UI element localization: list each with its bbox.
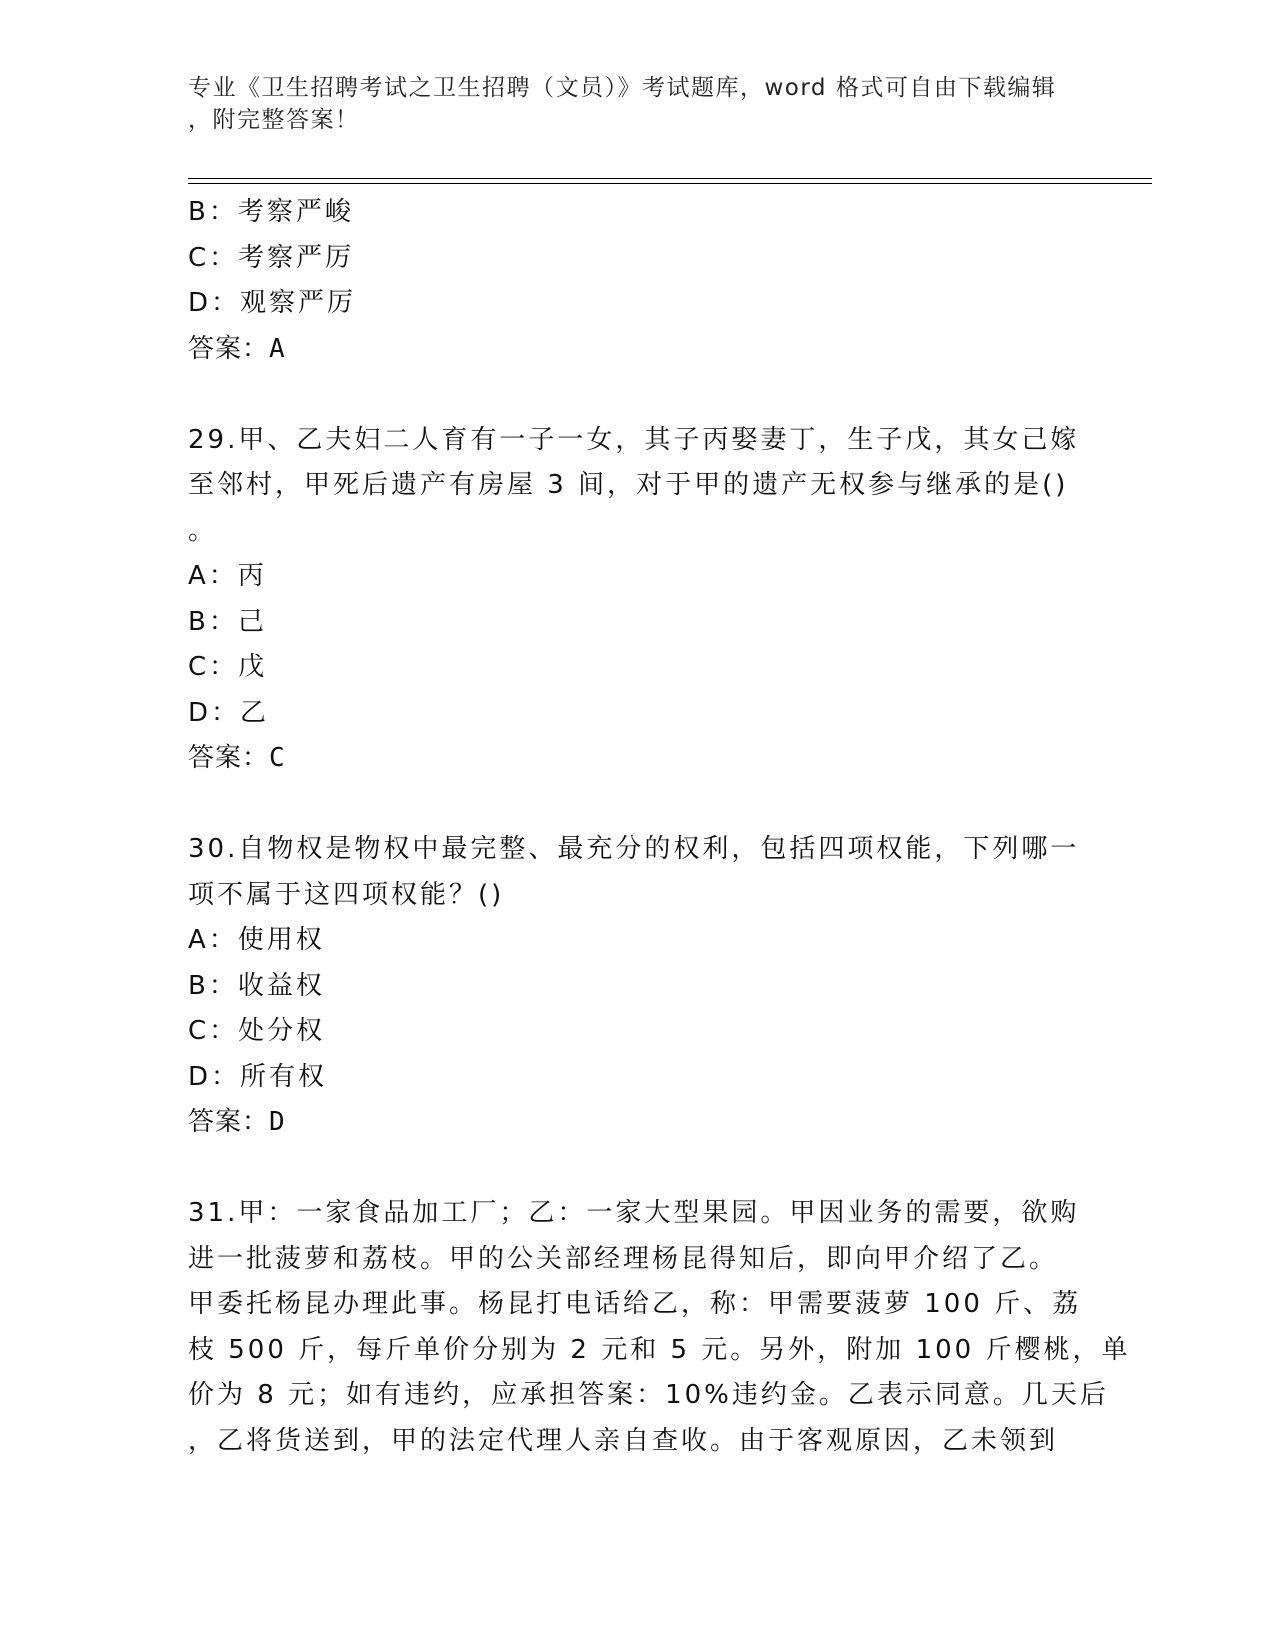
question-text-line: 30.自物权是物权中最完整、最充分的权利，包括四项权能，下列哪一	[188, 834, 1080, 864]
header-divider-top	[188, 178, 1152, 179]
option-a: A：使用权	[188, 925, 325, 955]
option-c: C：处分权	[188, 1016, 326, 1046]
document-body	[188, 190, 1131, 1464]
option-a: A：丙	[188, 561, 267, 591]
question-text-line: 29.甲、乙夫妇二人育有一子一女，其子丙娶妻丁，生子戊，其女己嫁	[188, 424, 1080, 455]
question-text-line: 。	[188, 515, 218, 546]
question-31	[188, 1191, 1131, 1464]
header-line-2: ，附完整答案！	[188, 107, 360, 133]
question-text-line: 枝 500 斤，每斤单价分别为 2 元和 5 元。另外，附加 100 斤樱桃，单	[188, 1334, 1131, 1365]
question-text-line: 31.甲：一家食品加工厂；乙：一家大型果园。甲因业务的需要，欲购	[188, 1198, 1080, 1228]
option-d: D：所有权	[188, 1061, 328, 1092]
question-text-line: 进一批菠萝和荔枝。甲的公关部经理杨昆得知后，即向甲介绍了乙。	[188, 1243, 1059, 1274]
answer-line: 答案：A	[188, 333, 286, 364]
question-29	[188, 418, 1088, 782]
answer-line: 答案：C	[188, 743, 286, 773]
header-line-1: 专业《卫生招聘考试之卫生招聘（文员）》考试题库，word 格式可自由下载编辑	[188, 75, 1057, 101]
question-text-line: 项不属于这四项权能？()	[188, 879, 505, 910]
question-text-line: 价为 8 元；如有违约，应承担答案：10%违约金。乙表示同意。几天后	[188, 1380, 1109, 1410]
spacer	[188, 782, 1088, 828]
question-text-line: ，乙将货送到，甲的法定代理人亲自查收。由于客观原因，乙未领到	[188, 1425, 1059, 1456]
option-d: D：乙	[188, 697, 270, 728]
header-divider-bottom	[188, 183, 1152, 184]
option-c: C：戊	[188, 652, 268, 682]
document-header	[188, 72, 1088, 136]
question-28-tail	[188, 190, 1088, 372]
option-b: B：收益权	[188, 970, 325, 1001]
spacer	[188, 1146, 1088, 1192]
option-d: D：观察严厉	[188, 288, 357, 318]
option-b: B：考察严峻	[188, 197, 354, 227]
spacer	[188, 372, 1088, 418]
question-30	[188, 827, 1088, 1146]
answer-line: 答案：D	[188, 1107, 286, 1137]
option-c: C：考察严厉	[188, 242, 355, 273]
question-text-line: 至邻村，甲死后遗产有房屋 3 间，对于甲的遗产无权参与继承的是()	[188, 470, 1069, 500]
question-text-line: 甲委托杨昆办理此事。杨昆打电话给乙，称：甲需要菠萝 100 斤、荔	[188, 1289, 1082, 1319]
option-b: B：己	[188, 606, 267, 637]
